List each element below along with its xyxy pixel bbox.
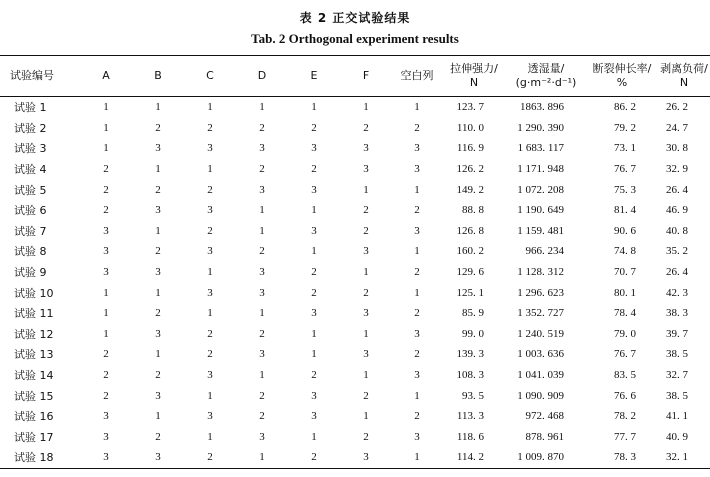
cell-moisture: 1 041. 039 — [517, 369, 564, 382]
cell-peel: 41. 1 — [666, 410, 688, 423]
cell-B: 3 — [155, 142, 161, 155]
cell-B: 1 — [155, 286, 161, 299]
cell-tensile: 125. 1 — [456, 286, 484, 299]
cell-peel: 39. 7 — [666, 327, 688, 340]
cell-moisture: 1 072. 208 — [517, 183, 564, 196]
cell-E: 1 — [311, 327, 317, 340]
cell-blank: 3 — [414, 224, 420, 237]
column-header-label: 断裂伸长率/ — [592, 62, 652, 75]
cell-elongation: 86. 2 — [614, 101, 636, 114]
cell-moisture: 1 090. 909 — [517, 389, 564, 402]
table-row — [0, 427, 710, 448]
cell-A: 2 — [103, 204, 109, 217]
table-header-row — [0, 56, 710, 97]
cell-blank: 2 — [414, 204, 420, 217]
cell-name: 试验 18 — [0, 447, 80, 468]
cell-D: 1 — [259, 307, 265, 320]
cell-E: 2 — [288, 447, 340, 468]
cell-D: 1 — [236, 447, 288, 468]
cell-moisture: 878. 961 — [525, 430, 564, 443]
cell-C: 3 — [207, 369, 213, 382]
cell-F: 2 — [363, 224, 369, 237]
table-row — [0, 221, 710, 242]
cell-E: 1 — [311, 245, 317, 258]
cell-peel: 38. 5 — [666, 348, 688, 361]
cell-blank: 1 — [414, 101, 420, 114]
cell-F: 3 — [340, 447, 392, 468]
orthogonal-results-table — [0, 55, 710, 469]
cell-blank: 3 — [414, 142, 420, 155]
cell-C: 1 — [207, 307, 213, 320]
cell-elongation: 74. 8 — [614, 245, 636, 258]
cell-blank: 3 — [414, 327, 420, 340]
column-header-C — [184, 56, 236, 97]
cell-C: 3 — [207, 245, 213, 258]
cell-peel: 30. 8 — [666, 142, 688, 155]
cell-B: 3 — [155, 327, 161, 340]
cell-A: 3 — [80, 447, 132, 468]
cell-elongation: 78. 3 — [586, 447, 658, 468]
cell-tensile: 126. 8 — [456, 224, 484, 237]
cell-name: 试验 4 — [14, 163, 47, 177]
cell-B: 2 — [155, 245, 161, 258]
cell-C: 2 — [207, 183, 213, 196]
cell-tensile: 118. 6 — [456, 430, 484, 443]
cell-C: 2 — [207, 121, 213, 134]
cell-blank: 2 — [414, 266, 420, 279]
cell-A: 2 — [103, 369, 109, 382]
cell-F: 1 — [363, 410, 369, 423]
cell-C: 3 — [207, 286, 213, 299]
cell-E: 2 — [311, 121, 317, 134]
cell-D: 1 — [259, 101, 265, 114]
cell-B: 1 — [155, 348, 161, 361]
cell-name: 试验 1 — [14, 101, 47, 115]
cell-B: 3 — [155, 389, 161, 402]
cell-tensile: 93. 5 — [462, 389, 484, 402]
cell-D: 1 — [259, 204, 265, 217]
cell-moisture: 1 171. 948 — [517, 163, 564, 176]
cell-C: 1 — [207, 266, 213, 279]
cell-B: 1 — [155, 163, 161, 176]
cell-tensile: 126. 2 — [456, 163, 484, 176]
cell-tensile: 108. 3 — [456, 369, 484, 382]
cell-name: 试验 9 — [14, 266, 47, 280]
column-header-label: E — [310, 69, 318, 82]
cell-blank: 3 — [414, 369, 420, 382]
cell-D: 1 — [259, 369, 265, 382]
cell-blank: 3 — [414, 430, 420, 443]
table-row — [0, 303, 710, 324]
cell-C: 2 — [207, 327, 213, 340]
cell-F: 1 — [363, 183, 369, 196]
column-header-peel — [658, 56, 710, 97]
cell-A: 1 — [103, 121, 109, 134]
cell-tensile: 123. 7 — [456, 101, 484, 114]
column-header-label: 空白列 — [400, 69, 434, 82]
cell-E: 1 — [311, 101, 317, 114]
cell-tensile: 114. 2 — [442, 447, 506, 468]
cell-A: 3 — [103, 245, 109, 258]
cell-F: 1 — [363, 101, 369, 114]
cell-blank: 2 — [414, 348, 420, 361]
cell-B: 3 — [155, 204, 161, 217]
table-row — [0, 159, 710, 180]
cell-blank: 1 — [414, 389, 420, 402]
cell-E: 2 — [311, 286, 317, 299]
cell-F: 2 — [363, 430, 369, 443]
cell-tensile: 129. 6 — [456, 266, 484, 279]
cell-peel: 38. 3 — [666, 307, 688, 320]
cell-tensile: 116. 9 — [456, 142, 484, 155]
cell-A: 1 — [103, 101, 109, 114]
cell-peel: 35. 2 — [666, 245, 688, 258]
cell-F: 3 — [363, 142, 369, 155]
column-header-label: F — [362, 69, 370, 82]
cell-A: 1 — [103, 142, 109, 155]
cell-A: 3 — [103, 430, 109, 443]
column-header-label: A — [102, 69, 110, 82]
cell-B: 1 — [155, 101, 161, 114]
cell-peel: 32. 1 — [658, 447, 710, 468]
cell-elongation: 76. 7 — [614, 163, 636, 176]
column-header-D — [236, 56, 288, 97]
cell-peel: 46. 9 — [666, 204, 688, 217]
table-row — [0, 179, 710, 200]
cell-moisture: 1 296. 623 — [517, 286, 564, 299]
cell-E: 3 — [311, 183, 317, 196]
column-header-B — [132, 56, 184, 97]
column-header-F — [340, 56, 392, 97]
cell-name: 试验 17 — [14, 430, 54, 444]
cell-E: 1 — [311, 430, 317, 443]
cell-name: 试验 12 — [14, 327, 54, 341]
cell-A: 1 — [103, 286, 109, 299]
cell-E: 3 — [311, 389, 317, 402]
cell-elongation: 83. 5 — [614, 369, 636, 382]
cell-D: 3 — [259, 266, 265, 279]
cell-elongation: 78. 4 — [614, 307, 636, 320]
cell-moisture: 1 009. 870 — [506, 447, 586, 468]
cell-tensile: 85. 9 — [462, 307, 484, 320]
cell-moisture: 1 003. 636 — [517, 348, 564, 361]
cell-D: 2 — [259, 389, 265, 402]
cell-B: 2 — [155, 430, 161, 443]
cell-tensile: 160. 2 — [456, 245, 484, 258]
column-header-label: 剥离负荷/ — [660, 62, 708, 75]
cell-blank: 2 — [414, 121, 420, 134]
cell-name: 试验 6 — [14, 204, 47, 218]
column-header-tensile — [442, 56, 506, 97]
cell-E: 2 — [311, 163, 317, 176]
column-header-label: 透湿量/ — [527, 62, 565, 75]
cell-elongation: 81. 4 — [614, 204, 636, 217]
cell-blank: 1 — [414, 286, 420, 299]
cell-A: 2 — [103, 183, 109, 196]
table-body — [0, 97, 710, 469]
cell-F: 2 — [363, 286, 369, 299]
cell-name: 试验 14 — [14, 369, 54, 383]
column-header-moisture — [506, 56, 586, 97]
table-title-english: Tab. 2 Orthogonal experiment results — [251, 31, 459, 46]
cell-name: 试验 10 — [14, 286, 54, 300]
cell-name: 试验 13 — [14, 348, 54, 362]
cell-moisture: 1 128. 312 — [517, 266, 564, 279]
cell-moisture: 1 290. 390 — [517, 121, 564, 134]
cell-D: 3 — [259, 142, 265, 155]
cell-C: 3 — [207, 410, 213, 423]
cell-blank: 2 — [414, 410, 420, 423]
table-row — [0, 365, 710, 386]
cell-blank: 1 — [414, 245, 420, 258]
cell-A: 2 — [103, 163, 109, 176]
cell-peel: 42. 3 — [666, 286, 688, 299]
cell-A: 3 — [103, 224, 109, 237]
cell-tensile: 139. 3 — [456, 348, 484, 361]
cell-B: 2 — [155, 183, 161, 196]
column-header-unit: N — [469, 76, 479, 89]
cell-E: 3 — [311, 307, 317, 320]
cell-peel: 40. 8 — [666, 224, 688, 237]
table-row — [0, 385, 710, 406]
cell-name: 试验 15 — [14, 389, 54, 403]
cell-C: 3 — [207, 142, 213, 155]
table-row — [0, 262, 710, 283]
table-row — [0, 406, 710, 427]
cell-moisture: 1 159. 481 — [517, 224, 564, 237]
cell-C: 1 — [207, 101, 213, 114]
cell-A: 2 — [103, 348, 109, 361]
column-header-E — [288, 56, 340, 97]
cell-A: 3 — [103, 410, 109, 423]
cell-blank: 1 — [414, 183, 420, 196]
cell-name: 试验 7 — [14, 224, 47, 238]
cell-blank: 2 — [414, 307, 420, 320]
cell-E: 2 — [311, 369, 317, 382]
cell-blank: 3 — [414, 163, 420, 176]
cell-F: 3 — [363, 348, 369, 361]
table-row — [0, 241, 710, 262]
cell-tensile: 149. 2 — [456, 183, 484, 196]
cell-peel: 32. 7 — [666, 369, 688, 382]
cell-A: 1 — [103, 307, 109, 320]
cell-D: 3 — [259, 430, 265, 443]
cell-E: 2 — [311, 266, 317, 279]
cell-F: 3 — [363, 245, 369, 258]
cell-F: 1 — [363, 327, 369, 340]
cell-F: 1 — [363, 266, 369, 279]
cell-F: 2 — [363, 121, 369, 134]
cell-moisture: 1 190. 649 — [517, 204, 564, 217]
cell-moisture: 1 352. 727 — [517, 307, 564, 320]
cell-name: 试验 11 — [14, 307, 54, 321]
cell-elongation: 79. 0 — [614, 327, 636, 340]
cell-moisture: 1 683. 117 — [517, 142, 564, 155]
table-row — [0, 138, 710, 159]
cell-E: 3 — [311, 142, 317, 155]
cell-name: 试验 2 — [14, 121, 47, 135]
column-header-label: 试验编号 — [10, 69, 54, 82]
cell-C: 2 — [207, 348, 213, 361]
table-row — [0, 344, 710, 365]
table-row — [0, 324, 710, 345]
cell-peel: 24. 7 — [666, 121, 688, 134]
cell-C: 2 — [184, 447, 236, 468]
cell-D: 3 — [259, 183, 265, 196]
cell-elongation: 90. 6 — [614, 224, 636, 237]
cell-B: 3 — [155, 266, 161, 279]
cell-blank: 1 — [392, 447, 442, 468]
cell-moisture: 966. 234 — [525, 245, 564, 258]
column-header-label: C — [206, 69, 214, 82]
cell-C: 3 — [207, 204, 213, 217]
cell-B: 3 — [132, 447, 184, 468]
table-title-chinese: 表 2 正交试验结果 — [299, 11, 411, 25]
cell-D: 3 — [259, 286, 265, 299]
cell-A: 2 — [103, 389, 109, 402]
cell-elongation: 76. 7 — [614, 348, 636, 361]
cell-B: 1 — [155, 410, 161, 423]
cell-peel: 26. 2 — [666, 101, 688, 114]
cell-peel: 38. 5 — [666, 389, 688, 402]
column-header-label: 拉伸强力/ — [450, 62, 498, 75]
table-row — [0, 200, 710, 221]
cell-F: 3 — [363, 163, 369, 176]
cell-peel: 40. 9 — [666, 430, 688, 443]
cell-D: 2 — [259, 121, 265, 134]
cell-D: 2 — [259, 245, 265, 258]
cell-tensile: 113. 3 — [456, 410, 484, 423]
cell-D: 2 — [259, 410, 265, 423]
table-row — [0, 447, 710, 468]
cell-elongation: 70. 7 — [614, 266, 636, 279]
table-row — [0, 118, 710, 139]
cell-peel: 32. 9 — [666, 163, 688, 176]
cell-C: 2 — [207, 224, 213, 237]
cell-B: 2 — [155, 369, 161, 382]
cell-elongation: 77. 7 — [614, 430, 636, 443]
cell-B: 2 — [155, 307, 161, 320]
cell-B: 1 — [155, 224, 161, 237]
cell-F: 2 — [363, 389, 369, 402]
cell-elongation: 73. 1 — [614, 142, 636, 155]
column-header-elongation — [586, 56, 658, 97]
cell-A: 3 — [103, 266, 109, 279]
cell-tensile: 110. 0 — [456, 121, 484, 134]
column-header-blank — [392, 56, 442, 97]
column-header-unit: N — [679, 76, 689, 89]
cell-F: 1 — [363, 369, 369, 382]
cell-moisture: 1863. 896 — [520, 101, 564, 114]
cell-elongation: 80. 1 — [614, 286, 636, 299]
cell-name: 试验 8 — [14, 245, 47, 259]
cell-elongation: 78. 2 — [614, 410, 636, 423]
cell-moisture: 1 240. 519 — [517, 327, 564, 340]
cell-name: 试验 3 — [14, 142, 47, 156]
cell-elongation: 76. 6 — [614, 389, 636, 402]
cell-name: 试验 5 — [14, 183, 47, 197]
cell-moisture: 972. 468 — [525, 410, 564, 423]
cell-A: 1 — [103, 327, 109, 340]
cell-tensile: 99. 0 — [462, 327, 484, 340]
table-row — [0, 97, 710, 118]
cell-B: 2 — [155, 121, 161, 134]
table-row — [0, 282, 710, 303]
cell-peel: 26. 4 — [666, 266, 688, 279]
cell-F: 2 — [363, 204, 369, 217]
column-header-A — [80, 56, 132, 97]
column-header-label: D — [257, 69, 267, 82]
cell-D: 3 — [259, 348, 265, 361]
cell-name: 试验 16 — [14, 410, 54, 424]
cell-D: 1 — [259, 224, 265, 237]
column-header-label: B — [154, 69, 162, 82]
cell-tensile: 88. 8 — [462, 204, 484, 217]
cell-E: 3 — [311, 224, 317, 237]
cell-elongation: 79. 2 — [614, 121, 636, 134]
cell-C: 1 — [207, 389, 213, 402]
cell-E: 1 — [311, 204, 317, 217]
column-header-unit: (g·m⁻²·d⁻¹) — [515, 76, 577, 89]
cell-elongation: 75. 3 — [614, 183, 636, 196]
cell-F: 3 — [363, 307, 369, 320]
column-header-name — [0, 56, 80, 97]
cell-peel: 26. 4 — [666, 183, 688, 196]
cell-C: 1 — [207, 430, 213, 443]
cell-E: 1 — [311, 348, 317, 361]
cell-E: 3 — [311, 410, 317, 423]
column-header-unit: % — [616, 76, 628, 89]
cell-D: 2 — [259, 327, 265, 340]
cell-C: 1 — [207, 163, 213, 176]
cell-D: 2 — [259, 163, 265, 176]
